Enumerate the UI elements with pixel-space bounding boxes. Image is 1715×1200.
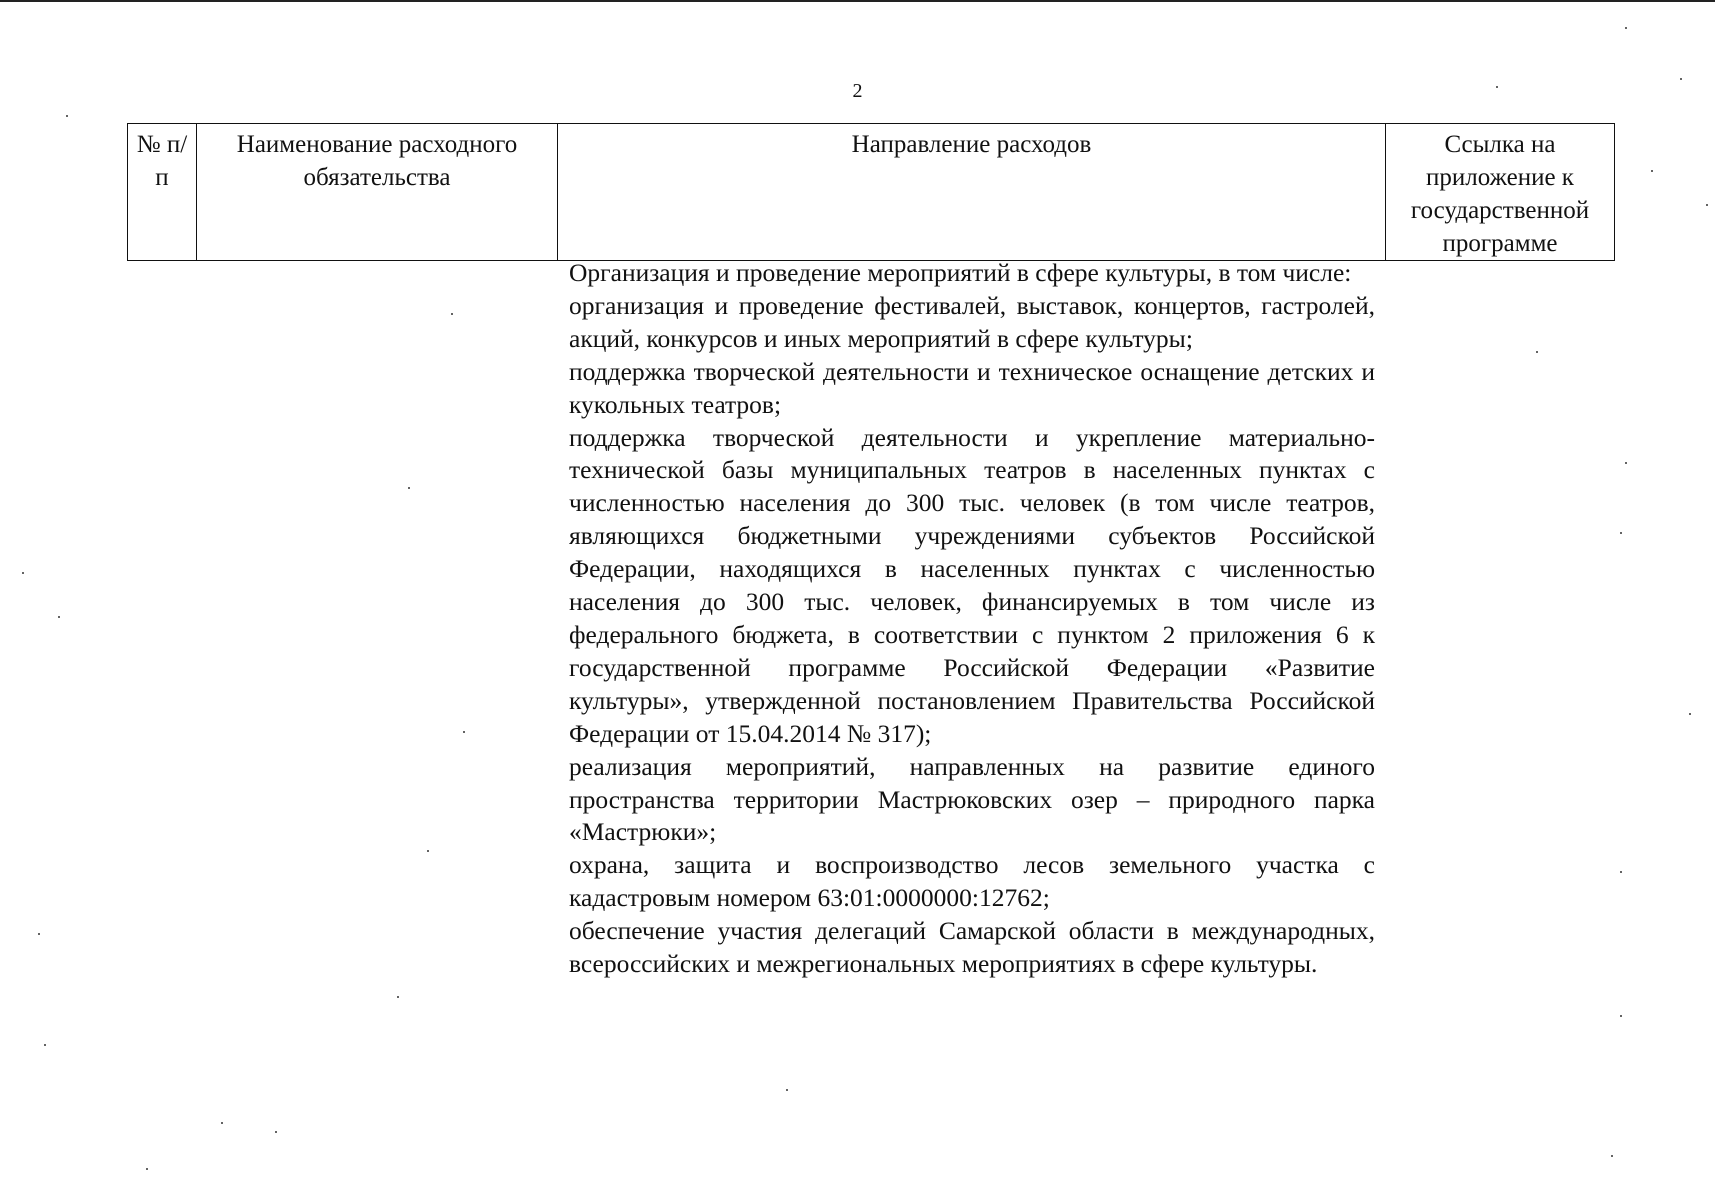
scan-speck xyxy=(1620,532,1622,534)
header-cell-reference: Ссылка на приложение к государственной программе xyxy=(1386,124,1615,261)
header-cell-direction: Направление расходов xyxy=(558,124,1386,261)
scan-speck xyxy=(1651,170,1653,172)
scan-speck xyxy=(22,572,24,574)
scan-speck xyxy=(1496,86,1498,88)
table-header-row xyxy=(128,124,1615,261)
paragraph-forest-protection: охрана, защита и воспроизводство лесов земельного участка с кадастровым номером 63:01:0000000:12762; xyxy=(569,850,1375,913)
scan-speck xyxy=(1620,871,1622,873)
scan-speck xyxy=(1611,1155,1613,1157)
scan-speck xyxy=(221,1122,223,1124)
header-cell-number: № п/п xyxy=(128,124,197,261)
expense-table-header xyxy=(127,123,1615,261)
scan-speck xyxy=(275,1131,277,1133)
paragraph-municipal-theatres: поддержка творческой деятельности и укрепление материально-технической базы муниципальных театров в населенных пунктах с численностью населения до 300 тыс. человек (в том числе театров, являющихся бюджетными учреждениями субъектов Российской Федерации, находящихся в населенных пунктах с численностью населения до 300 тыс. человек, финансируемых в том числе из федерального бюджета, в соответствии с пунктом 2 приложения 6 к государственной программе Российской Федерации «Развитие культуры», утвержденной постановлением Правительства Российской Федерации от 15.04.2014 № 317); xyxy=(569,422,1375,748)
paragraph-festivals: организация и проведение фестивалей, выставок, концертов, гастролей, акций, конкурсов и иных мероприятий в сфере культуры; xyxy=(569,290,1375,353)
scan-speck xyxy=(408,487,410,489)
scan-speck xyxy=(146,1168,148,1170)
scan-speck xyxy=(1706,204,1708,206)
scan-speck xyxy=(397,996,399,998)
scan-speck xyxy=(427,850,429,852)
scan-speck xyxy=(58,616,60,618)
scan-speck xyxy=(66,115,68,117)
page-top-edge xyxy=(0,0,1715,2)
scan-speck xyxy=(1625,27,1627,29)
scan-speck xyxy=(1620,1015,1622,1017)
header-cell-obligation: Наименование расходного обязательства xyxy=(197,124,558,261)
paragraph-childrens-theatres: поддержка творческой деятельности и техническое оснащение детских и кукольных театров; xyxy=(569,356,1375,419)
page-number: 2 xyxy=(852,80,863,102)
scan-speck xyxy=(1536,351,1538,353)
scan-speck xyxy=(44,1044,46,1046)
scan-speck xyxy=(451,313,453,315)
scan-speck xyxy=(463,731,465,733)
expense-direction-text xyxy=(569,257,1375,981)
scan-speck xyxy=(786,1089,788,1091)
scan-speck xyxy=(1689,713,1691,715)
scan-speck xyxy=(1625,462,1627,464)
scan-speck xyxy=(1680,78,1682,80)
paragraph-mastryuki-park: реализация мероприятий, направленных на развитие единого пространства территории Мастрюковских озер – природного парка «Мастрюки»; xyxy=(569,751,1375,847)
scan-speck xyxy=(38,933,40,935)
paragraph-intro: Организация и проведение мероприятий в сфере культуры, в том числе: xyxy=(569,258,1352,287)
paragraph-delegations: обеспечение участия делегаций Самарской области в международных, всероссийских и межрегиональных мероприятиях в сфере культуры. xyxy=(569,916,1375,979)
